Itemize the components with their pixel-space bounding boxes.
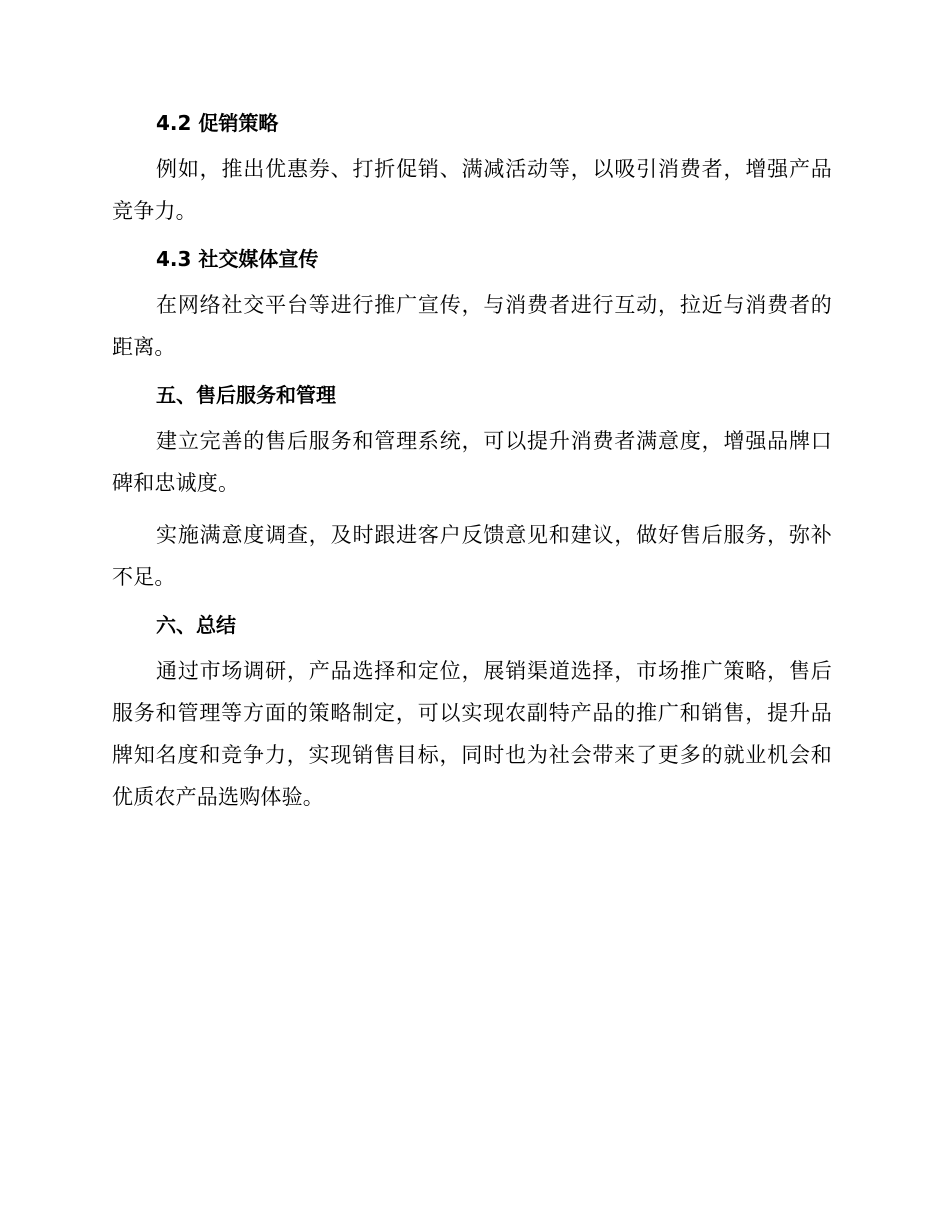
section-heading-summary: 六、总结 bbox=[156, 613, 236, 637]
paragraph-social-media: 在网络社交平台等进行推广宣传，与消费者进行互动，拉近与消费者的距离。 bbox=[112, 293, 832, 359]
section-heading-promotion-strategy: 4.2 促销策略 bbox=[156, 111, 279, 135]
paragraph-promotion-strategy: 例如，推出优惠券、打折促销、满减活动等，以吸引消费者，增强产品竞争力。 bbox=[112, 157, 832, 223]
paragraph-satisfaction-survey: 实施满意度调查，及时跟进客户反馈意见和建议，做好售后服务，弥补不足。 bbox=[112, 523, 832, 589]
section-heading-after-sales: 五、售后服务和管理 bbox=[156, 383, 336, 407]
section-heading-social-media: 4.3 社交媒体宣传 bbox=[156, 247, 319, 271]
paragraph-summary: 通过市场调研，产品选择和定位，展销渠道选择，市场推广策略，售后服务和管理等方面的策略制定，可以实现农副特产品的推广和销售，提升品牌知名度和竞争力，实现销售目标，同时也为社会带来了更多的就业机会和优质农产品选购体验。 bbox=[112, 659, 832, 809]
document-page bbox=[112, 108, 832, 818]
paragraph-after-sales-system: 建立完善的售后服务和管理系统，可以提升消费者满意度，增强品牌口碑和忠诚度。 bbox=[112, 429, 832, 495]
